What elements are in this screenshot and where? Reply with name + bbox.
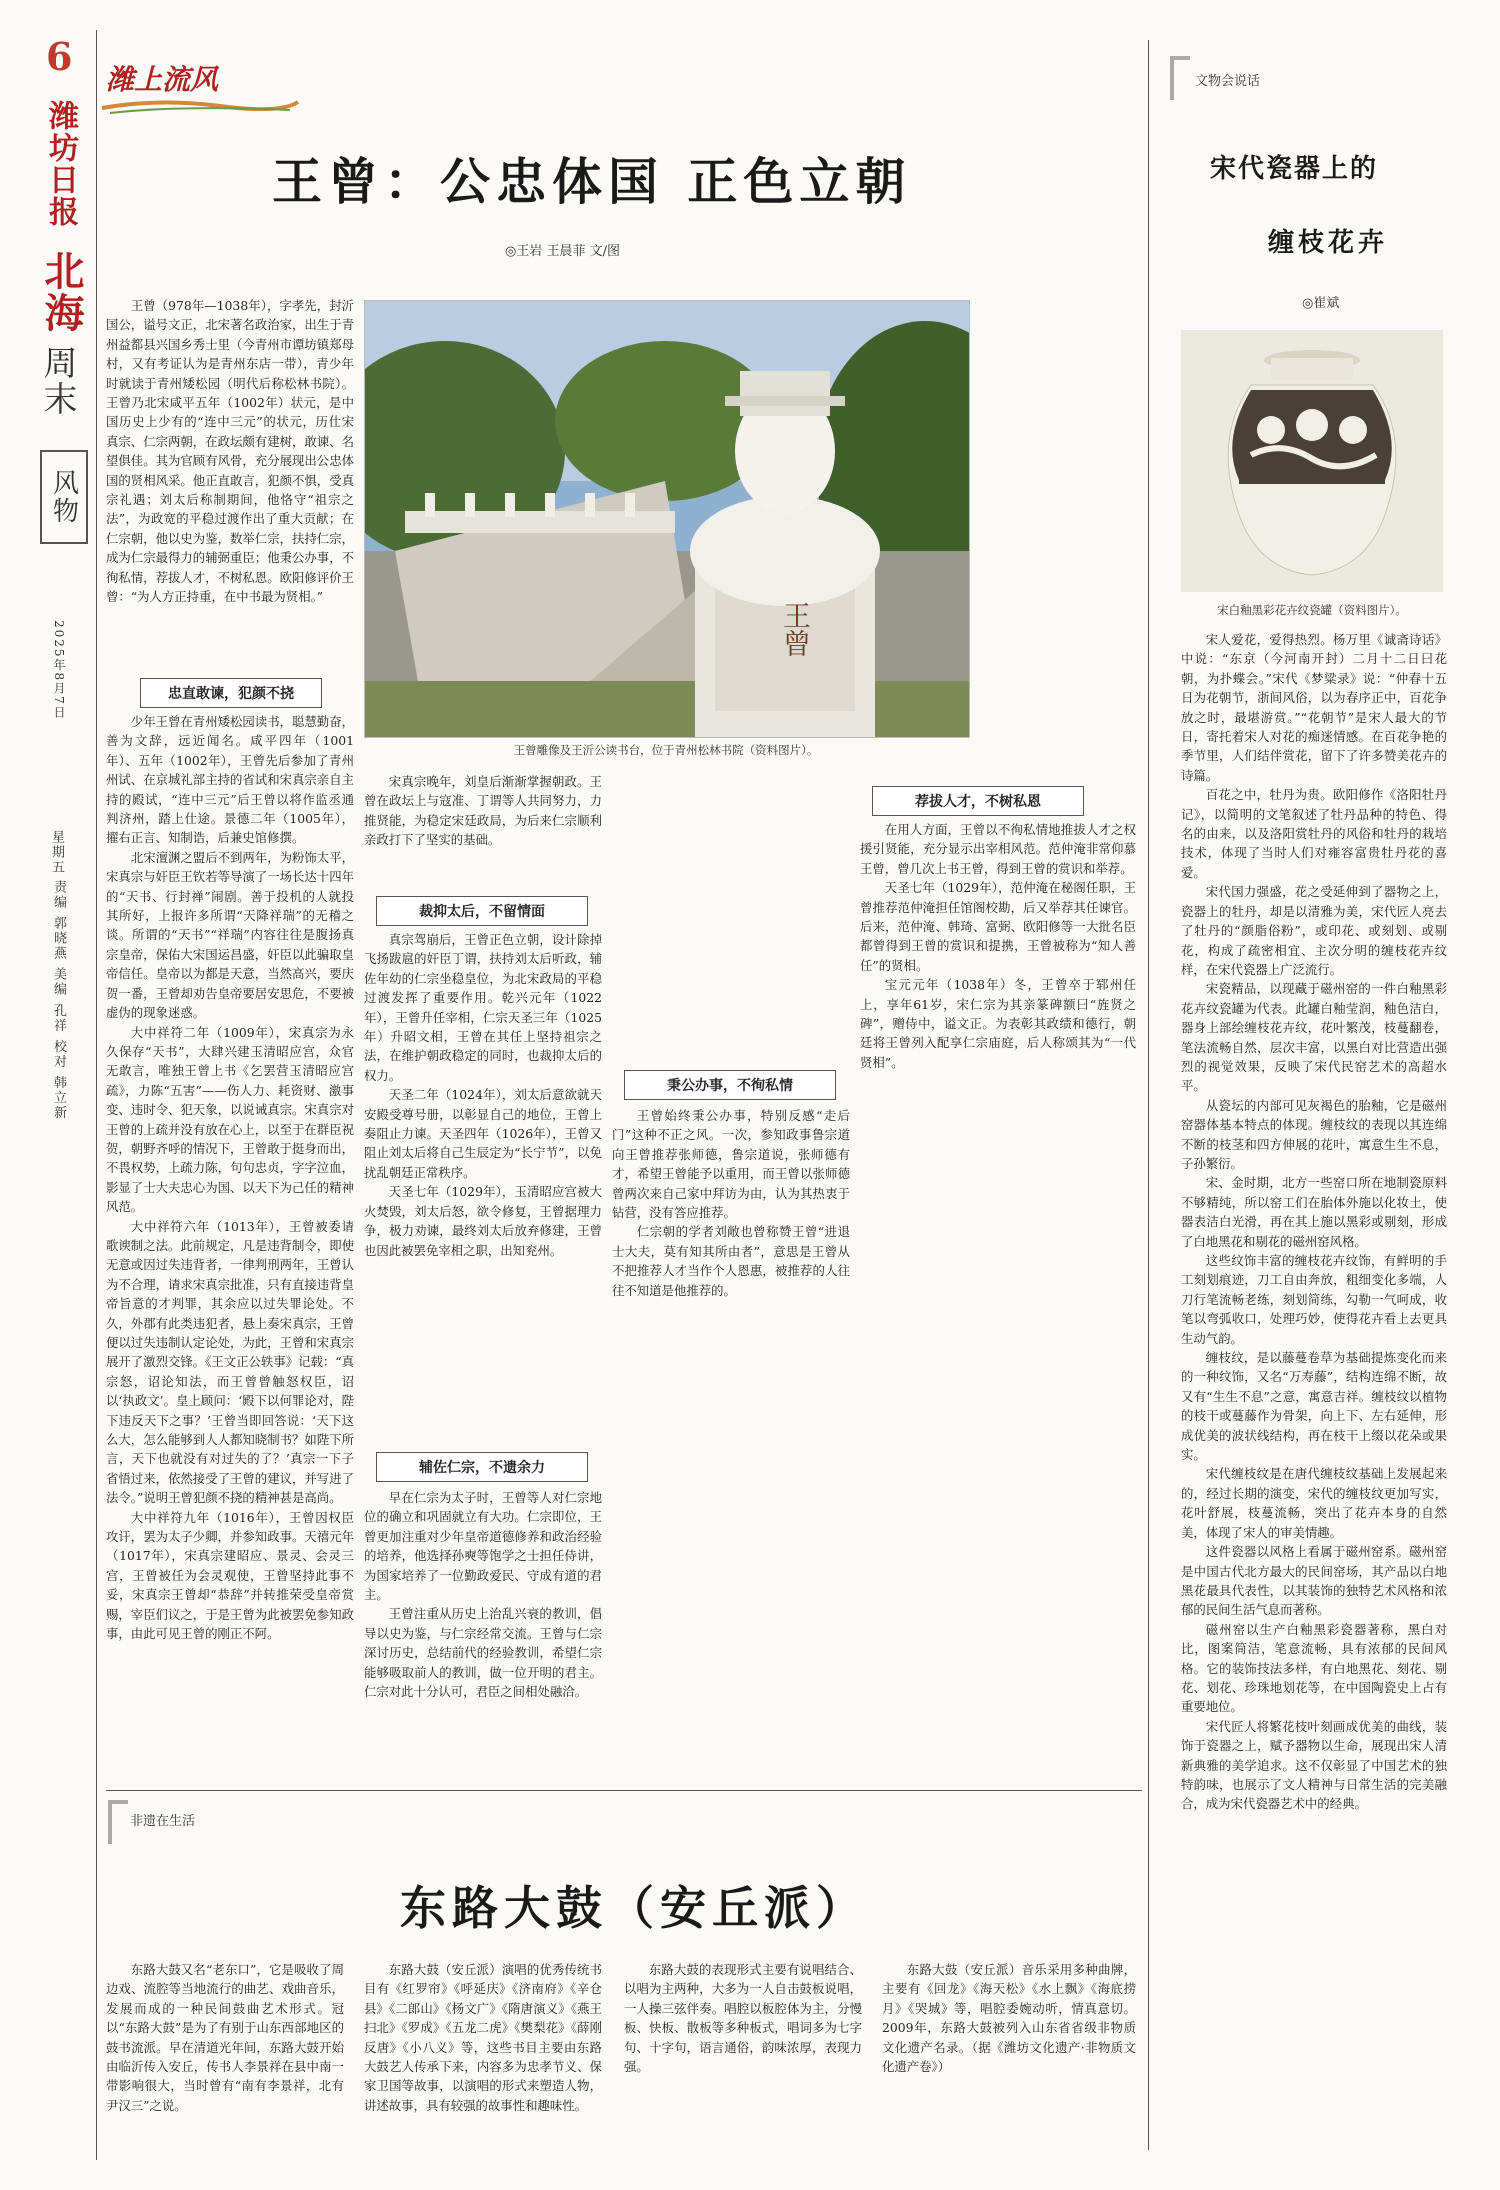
paragraph: 在用人方面，王曾以不徇私情地推拔人才之权援引贤能，充分显示出宰相风范。范仲淹非常仰慕王曾，曾几次上书王曾，得到王曾的赏识和举荐。 — [860, 822, 1136, 876]
paragraph: 大中祥符六年（1013年），王曾被委请歌谀制之法。此前规定，凡是违背制令，即使无意或因过失违背者，一律判刑两年，王曾认为不合理，请求宋真宗批准，只有直接违背皇帝旨意的才判罪，其余应以过失罪论处。不久，外郡有此类违犯者，悬上奏宋真宗，王曾便以过失违制认定论处，为此，王曾和宋真宗展开了激烈交锋。《王文正公轶事》记载：“真宗怒，诏论知法，而王曾曾触怒权臣，诏以‘执政文’。皇上顾问：‘殿下以何罪论对，陛下违反天下之事？’王曾当即回答说：‘天下这么大，怎么能够到人人都知晓制书？如陛下所言，天下也就没有对过失的了？’真宗一下子省悟过来，依然接受了王曾的建议，并写进了法令。”说明王曾犯颜不挠的精神甚是高尚。 — [106, 1218, 354, 1506]
paragraph: 宋代缠枝纹是在唐代缠枝纹基础上发展起来的，经过长期的演变，宋代的缠枝纹更加写实，花叶舒展，枝蔓流畅，突出了花卉本身的自然美，体现了宋人的审美情趣。 — [1181, 1466, 1447, 1540]
paper-name: 潍坊日报 — [43, 100, 78, 228]
paragraph: 宋真宗晚年，刘皇后渐渐掌握朝政。王曾在政坛上与寇准、丁谓等人共同努力，力推贤能，为稳定宋廷政局，为后来仁宗顺利亲政打下了坚实的基础。 — [364, 774, 602, 848]
intro-paragraph: 王曾（978年—1038年），字孝先，封沂国公，谥号文正，北宋著名政治家，出生于青州益都县兴国乡秀士里（今青州市谭坊镇郑母村，又有考证认为是青州东店一带），青少年时就读于青州矮松园（明代后称松林书院）。王曾乃北宋咸平五年（1002年）状元，是中国历史上少有的“连中三元”的状元，历仕宋真宗、仁宗两朝，在政坛颇有建树，敢谏、名望俱佳。其为官顾有风骨，充分展现出公忠体国的贤相风采。他正直敢言，犯颜不惧，受真宗礼遇；刘太后称制期间，他恪守“祖宗之法”，为政宽的平稳过渡作出了重大贡献；在仁宗朝，他以史为鉴，数举仁宗，扶持仁宗，成为仁宗最得力的辅弼重臣；他秉公办事，不徇私情，荐拔人才，不树私恩。欧阳修评价王曾：“为人方正持重，在中书最为贤相。” — [106, 298, 354, 605]
paragraph: 东路大鼓（安丘派）演唱的优秀传统书目有《红罗帘》《呼延庆》《济南府》《辛仓县》《二郎山》《杨文广》《隋唐演义》《燕王扫北》《罗成》《五龙二虎》《樊梨花》《薛刚反唐》《小八义》等，这些书目主要由东路大鼓艺人传承下来，内容多为忠孝节义、保家卫国等故事，以演唱的形式来塑造人物，讲述故事，具有较强的故事性和趣味性。 — [364, 1962, 602, 2113]
paragraph: 早在仁宗为太子时，王曾等人对仁宗地位的确立和巩固就立有大功。仁宗即位，王曾更加注重对少年皇帝道德修养和政治经验的培养，他选择孙奭等饱学之士担任侍讲，为国家培养了一位勤政爱民、守成有道的君主。 — [364, 1490, 602, 1603]
article-column-1 — [106, 712, 354, 1772]
paragraph: 宋代国力强盛，花之受延伸到了器物之上，瓷器上的牡丹，却是以清雅为美，宋代匠人亮去了牡丹的“颜脂俗粉”，或印花、或刻划、或剔花，构成了疏密相宜、主次分明的缠枝花卉纹样，在宋代瓷器上广泛流行。 — [1181, 884, 1447, 977]
statue-inscription: 王曾 — [779, 601, 812, 657]
paragraph: 宋、金时期，北方一些窑口所在地制瓷原料不够精纯，所以窑工们在胎体外施以化妆土，使器表洁白光滑，再在其上施以黑彩或剔刻，形成了白地黑花和剔花的磁州窑风格。 — [1181, 1175, 1447, 1249]
paragraph: 大中祥符二年（1009年），宋真宗为永久保存“天书”，大肆兴建玉清昭应宫，众官无敢言，唯独王曾上书《乞罢营玉清昭应宫疏》，力陈“五害”——伤人力、耗资财、激事变、违时令、犯天象，以说诫真宗。宋真宗对王曾的上疏并没有放在心上，以至于在群臣祝贺，朝野齐呼的情况下，王曾敢于挺身而出，不畏权势，上疏力陈，句句忠贞，字字泣血，影显了士大夫忠心为国、以天下为己任的精神风范。 — [106, 1024, 354, 1215]
section-heading: 荐拔人才，不树私恩 — [872, 786, 1084, 816]
paragraph: 少年王曾在青州矮松园读书，聪慧勤奋，善为文辞，远近闻名。咸平四年（1001年）、五年（1002年），王曾先后参加了青州州试、在京城礼部主持的省试和宋真宗亲自主持的殿试，“连中三元”后王曾以将作监丞通判济州，踏上仕途。景德二年（1005年），擢右正言、知制诰，后兼史馆修撰。 — [106, 714, 354, 846]
vase-caption: 宋白釉黑彩花卉纹瓷罐（资料图片）。 — [1217, 603, 1407, 617]
tag-bracket — [1170, 56, 1190, 100]
article-intro — [106, 296, 354, 607]
editor-credits: 责编 郭晓燕 美编 孔祥 校对 韩立新 — [51, 880, 66, 1121]
article-column-4 — [860, 820, 1136, 1770]
paragraph: 这些纹饰丰富的缠枝花卉纹饰，有鲜明的手工刻划痕迹，刀工自由奔放，粗细变化多端，人刀行笔流畅老练，刻划简练，勾勒一气呵成，收笔以弯弧收口，处理巧妙，使得花卉看上去更具生动气韵。 — [1181, 1253, 1447, 1346]
right-column-divider — [1148, 40, 1149, 2150]
issue-date: 2025年8月7日 — [52, 620, 66, 720]
section-logo: 潍上流风 — [106, 63, 219, 96]
paragraph: 东路大鼓又名“老东口”，它是吸收了周边戏、流腔等当地流行的曲艺、戏曲音乐，发展而成的一种民间鼓曲艺术形式。冠以“东路大鼓”是为了有别于山东西部地区的鼓书流派。早在清道光年间，东路大鼓开始由临沂传入安丘，传书人李景祥在县中南一带影响很大，当时曾有“南有李景祥，北有尹汉三”之说。 — [106, 1962, 344, 2113]
article-column-3 — [612, 1106, 850, 1770]
issue-weekday: 星期五 — [49, 830, 64, 875]
section-heading: 秉公办事，不徇私情 — [624, 1070, 836, 1100]
bottom-column-4 — [882, 1960, 1136, 2150]
bottom-title: 东路大鼓（安丘派） — [400, 1881, 868, 1935]
paragraph: 宋代匠人将繁花枝叶刻画成优美的曲线，装饰于瓷器之上，赋予器物以生命，展现出宋人清新典雅的美学追求。这不仅彰显了中国艺术的独特韵味，也展示了文人精神与日常生活的完美融合，成为宋代瓷器艺术中的经典。 — [1181, 1718, 1447, 1812]
weekly-suffix: 周末 — [37, 345, 77, 417]
paragraph: 真宗驾崩后，王曾正色立朝，设计除掉飞扬跋扈的奸臣丁谓，扶持刘太后听政，辅佐年幼的仁宗坐稳皇位，为北宋政局的平稳过渡发挥了重要作用。乾兴元年（1022年），王曾升任宰相，仁宗天圣三年（1025年）升昭文相，王曾在其任上坚持祖宗之法，在维护朝政稳定的同时，也裁抑太后的权力。 — [364, 932, 602, 1083]
weekly-name: 北海 — [38, 250, 85, 334]
bottom-column-1 — [106, 1960, 344, 2150]
article-byline: ◎王岩 王晨菲 文/图 — [505, 244, 620, 259]
paragraph: 东路大鼓的表现形式主要有说唱结合、以唱为主两种，大多为一人自击鼓板说唱，一人操三弦伴奏。唱腔以板腔体为主，分慢板、快板、散板等多种板式，唱词多为七字句、十字句，语言通俗，韵味浓厚，表现力强。 — [624, 1962, 862, 2075]
paragraph: 王曾始终秉公办事，特别反感“走后门”这种不正之风。一次，参知政事鲁宗道向王曾推荐张师德，鲁宗道说，张师德有才，希望王曾能予以重用，而王曾以张师德曾两次来自己家中拜访为由，认为其热衷于钻营，没有答应推荐。 — [612, 1108, 850, 1221]
vase-photo — [1181, 330, 1443, 592]
bottom-column-2 — [364, 1960, 602, 2150]
article-column-2 — [364, 930, 602, 1470]
column-label-text: 风物 — [48, 469, 79, 525]
paragraph: 仁宗朝的学者刘敞也曾称赞王曾“进退士大夫，莫有知其所由者”，意思是王曾从不把推荐人才当作个人恩惠，被推荐的人往往不知道是他推荐的。 — [612, 1224, 850, 1298]
paragraph: 东路大鼓（安丘派）音乐采用多种曲牌，主要有《回龙》《海天松》《水上飘》《海底捞月》《哭城》等，唱腔委婉动听，情真意切。2009年，东路大鼓被列入山东省省级非物质文化遗产名录。（据《潍坊文化遗产·非物质文化遗产卷》） — [882, 1962, 1136, 2075]
paragraph: 王曾注重从历史上治乱兴衰的教训，倡导以史为鉴，与仁宗经常交流。王曾与仁宗深讨历史，总结前代的经验教训，希望仁宗能够吸取前人的教训，做一位开明的君主。仁宗对此十分认可，君臣之间相处融洽。 — [364, 1606, 602, 1700]
page-number: 6 — [46, 34, 73, 79]
paragraph: 大中祥符九年（1016年），王曾因权臣攻讦，罢为太子少卿，并参知政事。天禧元年（1017年），宋真宗建昭应、景灵、会灵三宫，王曾被任为会灵观使，王曾坚持此事不妥，宋真宗王曾却“恭辞”并转推荣受皇帝赏赐，宰臣们议之，于是王曾为此被罢免参知政事，由此可见王曾的刚正不阿。 — [106, 1509, 354, 1642]
paragraph: 宋瓷精品，以现藏于磁州窑的一件白釉黑彩花卉纹瓷罐为代表。此罐白釉莹润，釉色洁白，器身上部绘缠枝花卉纹，花叶繁茂，枝蔓翻卷，笔法流畅自然，层次丰富，以黑白对比营造出强烈的视觉效果，反映了宋代民窑艺术的高超水平。 — [1181, 981, 1447, 1094]
masthead-divider — [96, 30, 97, 2160]
paragraph: 磁州窑以生产白釉黑彩瓷器著称，黑白对比，图案简洁，笔意流畅，具有浓郁的民间风格。它的装饰技法多样，有白地黑花、刻花、剔花、划花、珍珠地划花等，在中国陶瓷史上占有重要地位。 — [1181, 1621, 1447, 1715]
article-column-2b — [364, 1488, 602, 1770]
sidebar-title-line1: 宋代瓷器上的 — [1210, 154, 1379, 184]
paragraph: 百花之中，牡丹为贵。欧阳修作《洛阳牡丹记》，以简明的文笔叙述了牡丹品种的特色、得名的由来，以及洛阳赏牡丹的风俗和牡丹的栽培技术，体现了当时人们对雍容富贵牡丹花的喜爱。 — [1181, 787, 1447, 880]
paragraph: 从瓷坛的内部可见灰褐色的胎釉，它是磁州窑器体基本特点的体现。缠枝纹的表现以其连绵不断的枝茎和四方伸展的花叶，寓意生生不息，子孙繁衍。 — [1181, 1097, 1447, 1171]
sidebar-byline: ◎崔斌 — [1302, 296, 1340, 311]
statue-photo — [364, 300, 970, 738]
article-headline: 王曾：公忠体国 正色立朝 — [272, 152, 912, 211]
section-logo-swoosh — [100, 96, 300, 116]
paragraph: 北宋澶渊之盟后不到两年，为粉饰太平，宋真宗与奸臣王钦若等导演了一场长达十四年的“天书、行封禅”闹剧。善于投机的人就投其所好，上报许多所谓“天降祥瑞”的无稽之谈。所谓的“天书”“祥瑞”内容往往是腹扬真宗皇帝，保佑大宋国运昌盛，奸臣以此骗取皇帝信任。皇帝以为都是天意，当然高兴，要庆贺一番，王曾却劝告皇帝要居安思危，不要被虚伪的现象迷惑。 — [106, 849, 354, 1021]
column-label — [40, 450, 88, 544]
paragraph: 这件瓷器以风格上看属于磁州窑系。磁州窑是中国古代北方最大的民间窑场，其产品以白地黑花最具代表性，以其装饰的独特艺术风格和浓郁的民间生活气息而著称。 — [1181, 1544, 1447, 1618]
bottom-tag: 非遗在生活 — [130, 1814, 196, 1829]
bottom-column-3 — [624, 1960, 862, 2150]
article-column-2-top — [364, 772, 602, 872]
tag-bracket — [108, 1800, 128, 1844]
paragraph: 天圣二年（1024年），刘太后意欲就天安殿受尊号册，以彰显自己的地位，王曾上奏阻止力谏。天圣四年（1026年），王曾又阻止刘太后将自己生辰定为“长宁节”，以免扰乱朝廷正常秩序。 — [364, 1087, 602, 1180]
paragraph: 缠枝纹，是以藤蔓卷草为基础提炼变化而来的一种纹饰，又名“万寿藤”，结构连绵不断，故又有“生生不息”之意，寓意吉祥。缠枝纹以植物的枝干或蔓藤作为骨架，向上下、左右延伸，形成优美的波状线结构，再在枝干上缀以花朵或果实。 — [1181, 1350, 1447, 1463]
section-heading: 忠直敢谏，犯颜不挠 — [140, 678, 322, 708]
bottom-divider — [106, 1790, 1142, 1791]
sidebar-tag: 文物会说话 — [1195, 74, 1261, 89]
section-heading: 裁抑太后，不留情面 — [376, 896, 588, 926]
paragraph: 天圣七年（1029年），范仲淹在秘阁任职，王曾推荐范仲淹担任馆阁校勘，后又举荐其任谏官。后来，范仲淹、韩琦、富弼、欧阳修等一大批名臣都曾得到王曾的赏识和提携，王曾被称为“知人善任”的贤相。 — [860, 880, 1136, 973]
paragraph: 宝元元年（1038年）冬，王曾卒于郓州任上，享年61岁，宋仁宗为其亲篆碑额曰“旌贤之碑”，赠侍中，谥文正。为表彰其政绩和德行，朝廷将王曾列入配享仁宗庙庭，后人称颂其为“一代贤相”。 — [860, 977, 1136, 1070]
paragraph: 天圣七年（1029年），玉清昭应宫被大火焚毁，刘太后怒，欲令修复，王曾据理力争，极力劝谏，最终刘太后放弃修建，王曾也因此被罢免宰相之职，出知兖州。 — [364, 1184, 602, 1258]
paragraph: 宋人爱花，爱得热烈。杨万里《诚斋诗话》中说：“东京（今河南开封）二月十二日曰花朝，为扑蝶会。”宋代《梦粱录》说：“仲春十五日为花朝节，浙间风俗，以为春序正中，百花争放之时，最堪游赏。”“花朝节”是宋人最大的节日，寄托着宋人对花的痴迷情感。在百花争艳的季节里，人们结伴赏花，留下了许多赞美花卉的诗篇。 — [1181, 632, 1447, 783]
sidebar-title-line2: 缠枝花卉 — [1268, 228, 1389, 258]
sidebar-body — [1181, 630, 1447, 2130]
section-heading: 辅佐仁宗，不遗余力 — [376, 1452, 588, 1482]
photo-caption: 王曾雕像及王沂公读书台，位于青州松林书院（资料图片）。 — [513, 743, 819, 757]
vase-illustration — [1181, 330, 1443, 592]
statue-photo-art — [365, 301, 969, 737]
